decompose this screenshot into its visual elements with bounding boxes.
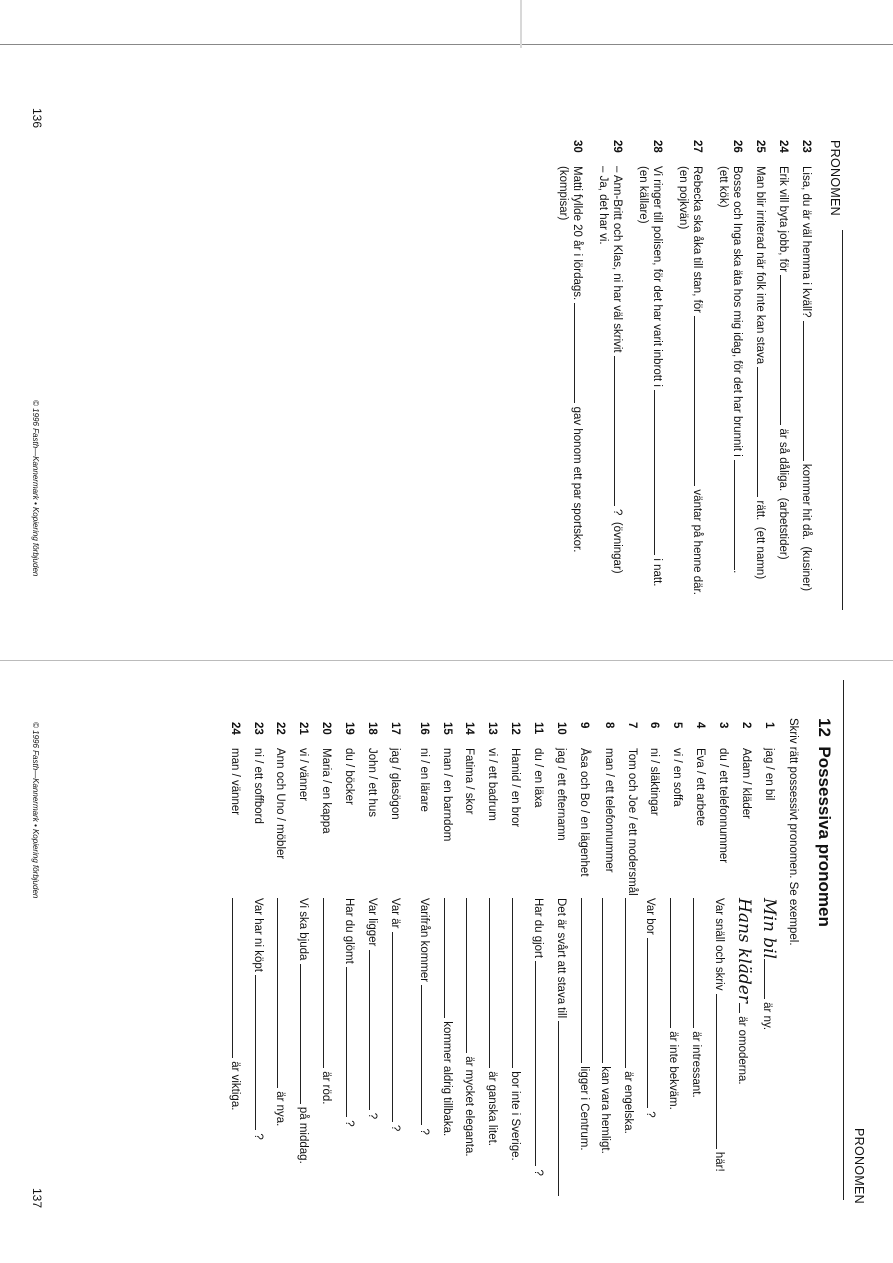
answer-blank[interactable] — [277, 898, 289, 1088]
answer-blank[interactable] — [694, 316, 706, 486]
sentence-22: är nya. — [269, 898, 292, 1164]
sentence-9: ligger i Centrum. — [572, 898, 595, 1196]
item-cue: 4Eva / ett arbete — [694, 722, 707, 826]
item-cue: 14Fatima / skor — [463, 722, 476, 815]
answer-blank[interactable] — [780, 275, 792, 425]
item-cue: 6ni / släktingar — [648, 722, 661, 816]
item-cue: 5vi / en soffa — [671, 722, 684, 807]
cue-list-bottom — [223, 722, 406, 859]
item-cue: 15man / en barndom — [440, 722, 453, 842]
answer-blank[interactable] — [421, 985, 433, 1125]
exercise-30: 30Matti fyllde 20 år i lördags. gav honom ett par sportskor. (kompisar) — [556, 140, 586, 552]
sentence-13: är ganska litet. — [480, 898, 503, 1196]
exercise-26: 26Bosse och Inga ska äta hos mig idag, för det har brunnit i . (ett kök) — [716, 140, 746, 573]
item-cue: 24man / vänner — [228, 722, 241, 816]
item-cue: 20Maria / en kappa — [320, 722, 333, 834]
answer-blank[interactable] — [764, 959, 776, 999]
sentence-11: Har du gjort ? — [526, 898, 549, 1196]
answer-blank[interactable] — [647, 938, 659, 1108]
right-page-number: 137 — [30, 1188, 44, 1209]
sentence-19: Har du glömt ? — [337, 898, 360, 1164]
answer-blank[interactable] — [803, 321, 815, 461]
sentence-1: Min bil är ny. — [759, 898, 779, 1031]
answer-blank[interactable] — [574, 303, 586, 403]
scan-edge-line — [0, 44, 893, 45]
item-cue: 8man / ett telefonnummer — [602, 722, 615, 873]
item-cue: 1jag / en bil — [763, 722, 775, 801]
sentence-24: är viktiga. — [223, 898, 246, 1164]
answer-blank[interactable] — [602, 898, 614, 1063]
answer-blank[interactable] — [614, 356, 626, 506]
exercise-27: 27Rebecka ska åka till stan, för väntar på henne där. (en pojkvän) — [676, 140, 706, 595]
item-cue: 2Adam / kläder — [740, 722, 753, 819]
instruction: Skriv rätt possessivt pronomen. Se exempel. — [787, 718, 799, 946]
exercise-28: 28Vi ringer till polisen, för det har varit inbrott i i natt. (en källare) — [636, 140, 666, 587]
answer-blank[interactable] — [757, 367, 769, 497]
answer-blank[interactable] — [512, 898, 524, 1068]
answer-blank[interactable] — [558, 1021, 570, 1196]
cue-list-top — [597, 722, 780, 896]
exercise-23: 23Lisa, du är väl hemma i kväll? kommer hit då. (kusiner) — [799, 140, 815, 591]
answer-blank[interactable] — [392, 932, 404, 1122]
sentence-3: Var snäll och skriv här! — [707, 898, 730, 1172]
sentence-17: Var är ? — [383, 898, 406, 1164]
section-title: 12 Possessiva pronomen — [815, 718, 834, 927]
sentence-5: är inte bekväm. — [661, 898, 684, 1172]
page-divider — [0, 660, 893, 661]
sentence-8: kan vara hemligt. — [593, 898, 616, 1172]
answer-blank[interactable] — [716, 994, 728, 1149]
item-cue: 22Ann och Uno / möbler — [274, 722, 287, 860]
scan-shadow — [520, 0, 522, 48]
sentence-18: Var ligger ? — [360, 898, 383, 1164]
item-cue: 21vi / vänner — [297, 722, 310, 802]
answer-blank[interactable] — [670, 898, 682, 1028]
sentence-21: Vi ska bjuda på middag. — [291, 898, 314, 1164]
answer-blank[interactable] — [346, 967, 358, 1117]
item-cue: 9Åsa och Bo / en lägenhet — [578, 722, 590, 877]
item-cue: 16ni / en lärare — [417, 722, 430, 812]
left-page-number: 136 — [30, 108, 44, 129]
sentence-4: är intressant. — [684, 898, 707, 1172]
item-cue: 19du / böcker — [343, 722, 356, 805]
left-page-header: PRONOMEN — [828, 140, 842, 217]
exercise-29: 29– Ann-Britt och Klas, ni har väl skrivit ? (övningar) – Ja, det har vi. — [596, 140, 626, 574]
item-cue: 10jag / ett efternamn — [555, 722, 568, 841]
item-cue: 17jag / glasögon — [389, 722, 401, 820]
answer-blank[interactable] — [323, 898, 335, 1068]
item-cue: 23ni / ett soffbord — [251, 722, 264, 824]
right-header-rule — [843, 680, 844, 1200]
answer-blank[interactable] — [654, 390, 666, 555]
cue-list-middle — [412, 722, 595, 877]
answer-blank[interactable] — [444, 898, 456, 1018]
item-cue: 7Tom och Joe / ett modersmål — [625, 722, 638, 896]
answer-blank[interactable] — [466, 898, 478, 1053]
answer-blank[interactable] — [255, 975, 267, 1130]
sentence-list-top — [593, 898, 780, 1172]
sentence-2: Hans kläder är omoderna. — [734, 898, 755, 1085]
answer-blank[interactable] — [369, 950, 381, 1110]
answer-blank[interactable] — [739, 1003, 751, 1013]
sentence-10: Det är svårt att stava till — [549, 898, 572, 1196]
sentence-14: är mycket eleganta. — [458, 898, 481, 1196]
sentence-6: Var bor ? — [639, 898, 662, 1172]
sentence-list-middle — [412, 898, 595, 1196]
answer-blank[interactable] — [693, 898, 705, 1028]
answer-blank[interactable] — [625, 898, 637, 1068]
item-cue: 3du / ett telefonnummer — [717, 722, 730, 864]
sentence-12: bor inte i Sverige. — [503, 898, 526, 1196]
item-cue: 18John / ett hus — [366, 722, 379, 818]
sentence-23: Var har ni köpt ? — [246, 898, 269, 1164]
sentence-16: Varifrån kommer ? — [412, 898, 435, 1196]
right-page-header: PRONOMEN — [852, 1128, 866, 1205]
answer-blank[interactable] — [300, 964, 312, 1104]
exercise-24: 24Erik vill byta jobb, för är så dåliga. (arbetstider) — [776, 140, 792, 560]
right-page-footer: © 1996 Fasth—Kannermark • Kopiering förbjuden — [31, 722, 40, 899]
answer-blank[interactable] — [489, 898, 501, 1068]
item-cue: 11du / en läxa — [532, 722, 545, 808]
answer-blank[interactable] — [734, 460, 746, 570]
sentence-20: är röd. — [314, 898, 337, 1164]
exercise-25: 25Man blir irriterad när folk inte kan stava rätt. (ett namn) — [753, 140, 769, 579]
sentence-list-bottom — [223, 898, 406, 1164]
item-cue: 12Hamid / en bror — [509, 722, 522, 828]
sentence-15: kommer aldrig tillbaka. — [435, 898, 458, 1196]
item-cue: 13vi / ett badrum — [486, 722, 499, 821]
answer-blank[interactable] — [581, 898, 593, 1063]
sentence-7: är engelska. — [616, 898, 639, 1172]
answer-blank[interactable] — [535, 961, 547, 1166]
left-header-rule — [842, 230, 843, 610]
answer-blank[interactable] — [232, 898, 244, 1058]
left-page-footer: © 1996 Fasth—Kannermark • Kopiering förbjuden — [31, 400, 40, 577]
